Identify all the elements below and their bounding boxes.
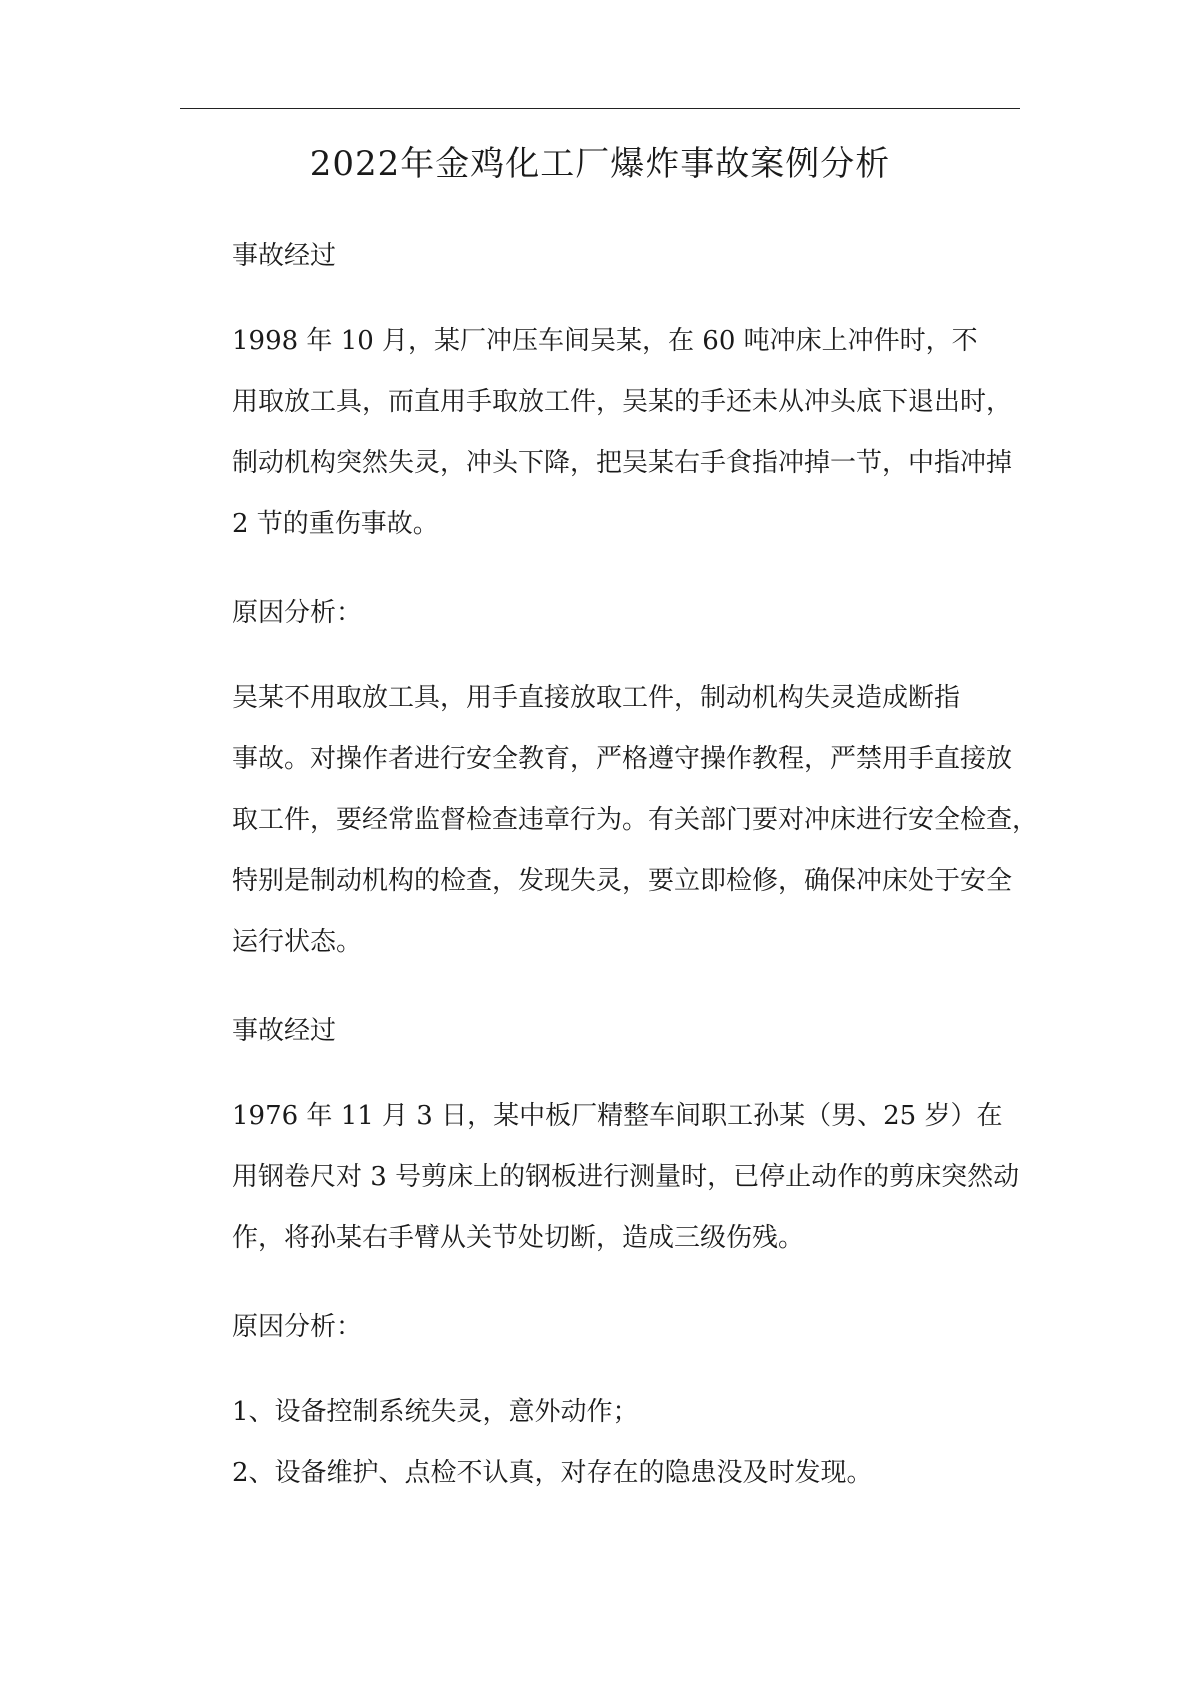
- section-heading-cause-1: [180, 583, 1020, 644]
- document-body: [180, 226, 1039, 1504]
- text-line: 1、设备控制系统失灵，意外动作；: [232, 1397, 639, 1427]
- text-line: 2 节的重伤事故。: [232, 509, 439, 539]
- text-line: 1976 年 11 月 3 日，某中板厂精整车间职工孙某（男、25 岁）在: [232, 1101, 1003, 1131]
- text-line: 用钢卷尺对 3 号剪床上的钢板进行测量时，已停止动作的剪床突然动: [232, 1162, 1020, 1192]
- text-line: 运行状态。: [232, 927, 363, 957]
- list-item-cause-2: [180, 1443, 1020, 1504]
- text-line: 1998 年 10 月，某厂冲压车间吴某，在 60 吨冲床上冲件时，不: [232, 326, 978, 356]
- text-line: 事故经过: [232, 241, 337, 271]
- paragraph-accident-2: [180, 1086, 1020, 1269]
- paragraph-accident-1: [180, 311, 1020, 555]
- text-line: 事故。对操作者进行安全教育，严格遵守操作教程，严禁用手直接放: [232, 744, 1013, 774]
- text-line: 特别是制动机构的检查，发现失灵，要立即检修，确保冲床处于安全: [232, 866, 1013, 896]
- text-line: 2、设备维护、点检不认真，对存在的隐患没及时发现。: [232, 1458, 873, 1488]
- text-line: 事故经过: [232, 1016, 337, 1046]
- text-line: 原因分析：: [232, 598, 363, 628]
- section-heading-cause-2: [180, 1297, 1020, 1358]
- page-title: 2022年金鸡化工厂爆炸事故案例分析: [309, 144, 891, 184]
- header-rule: [180, 108, 1020, 109]
- section-heading-accident-2: [180, 1001, 1020, 1062]
- text-line: 原因分析：: [232, 1312, 363, 1342]
- text-line: 用取放工具，而直用手取放工件，吴某的手还未从冲头底下退出时，: [232, 387, 1013, 417]
- text-line: 制动机构突然失灵，冲头下降，把吴某右手食指冲掉一节，中指冲掉: [232, 448, 1013, 478]
- section-heading-accident-1: [180, 226, 1020, 287]
- text-line: 取工件，要经常监督检查违章行为。有关部门要对冲床进行安全检查，: [232, 805, 1039, 835]
- text-line: 作，将孙某右手臂从关节处切断，造成三级伤残。: [232, 1223, 805, 1253]
- paragraph-cause-1: [180, 668, 1039, 973]
- text-line: 吴某不用取放工具，用手直接放取工件，制动机构失灵造成断指: [232, 683, 961, 713]
- list-item-cause-1: [180, 1382, 1020, 1443]
